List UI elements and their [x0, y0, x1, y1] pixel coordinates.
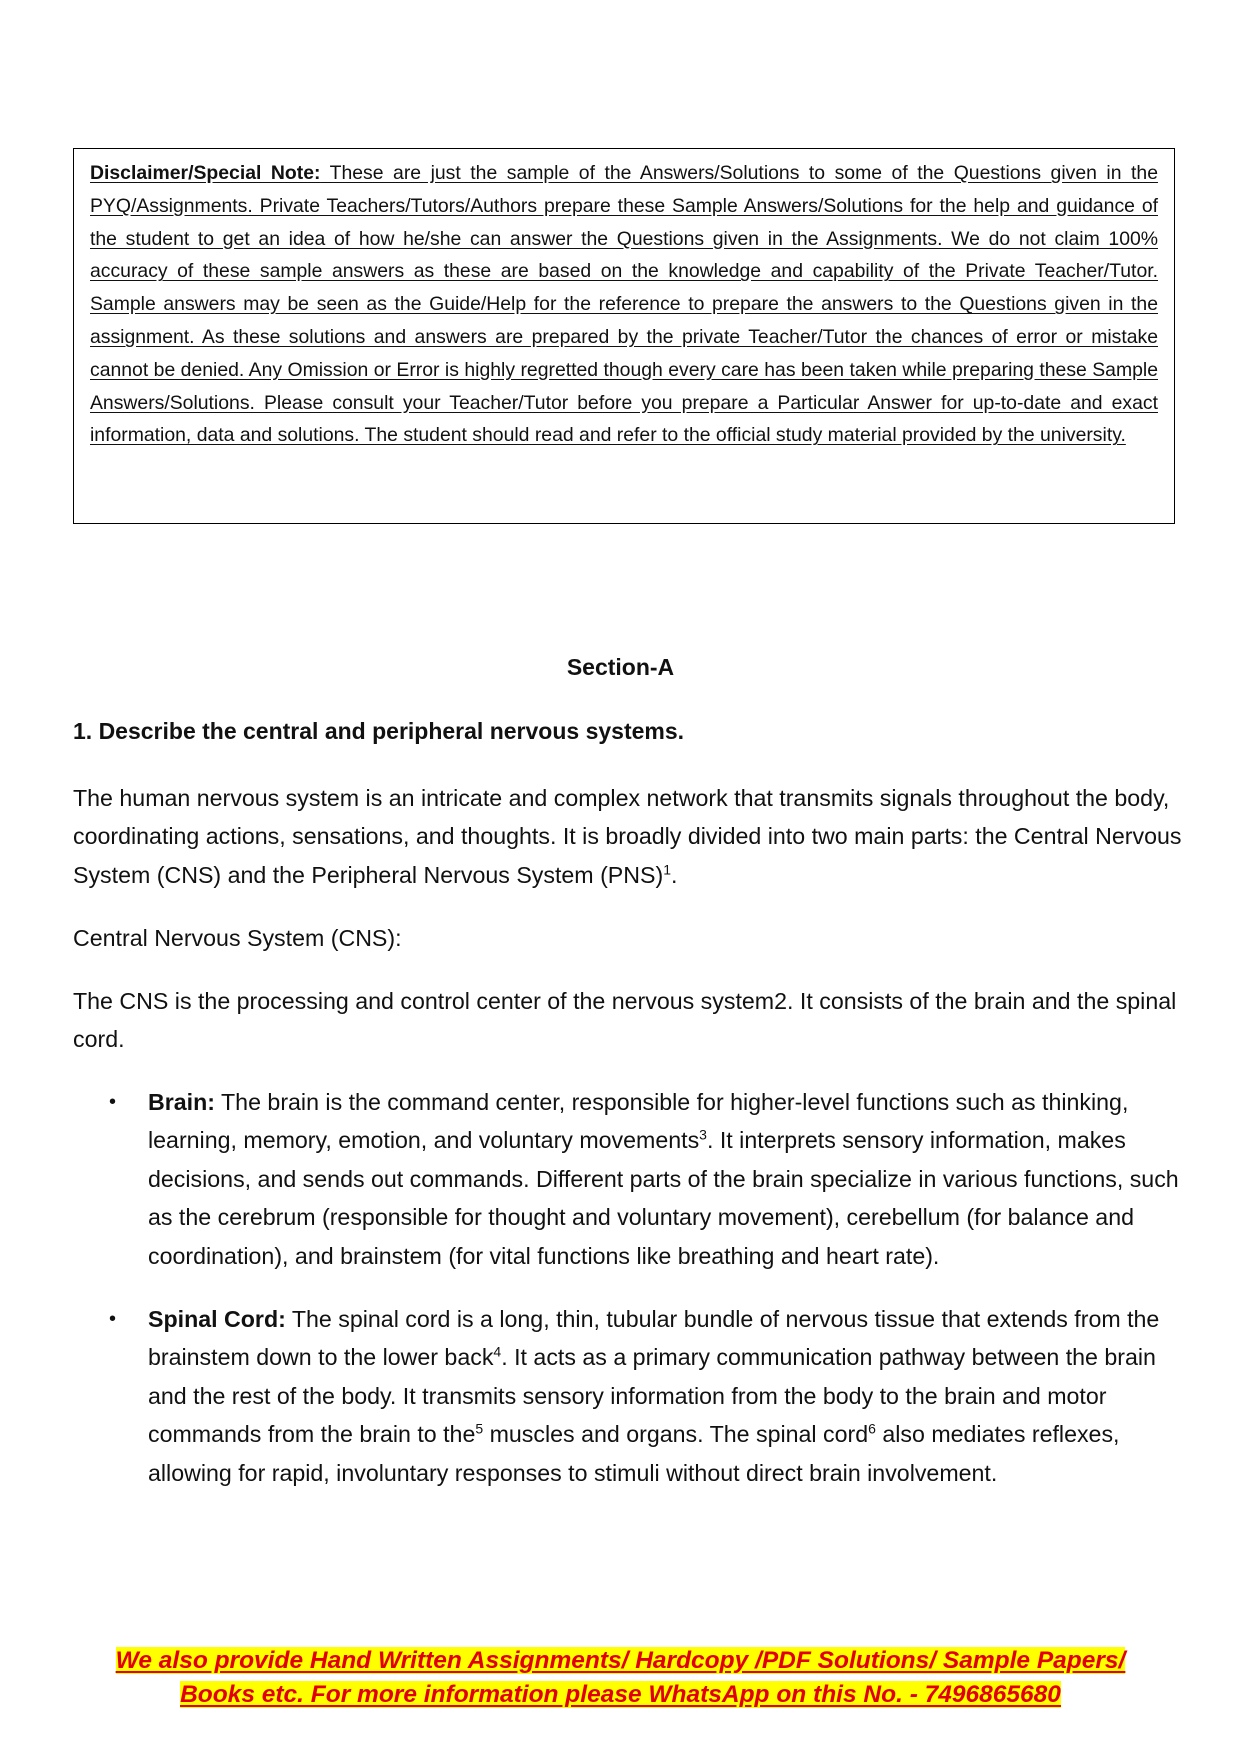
- spinal-text-a: The spinal cord is a long, thin, tubular bundle of nervous tissue that extends from the brainstem down to the lower back: [148, 1306, 1160, 1371]
- promo-banner: [0, 1644, 1241, 1712]
- disclaimer-box: [73, 148, 1175, 524]
- section-title: Section-A: [566, 654, 675, 680]
- list-item-brain: [73, 1083, 1183, 1275]
- term-spinal-cord: Spinal Cord:: [148, 1306, 286, 1333]
- footnote-ref: 3: [699, 1126, 707, 1143]
- list-item-spinal-cord: [73, 1300, 1183, 1492]
- intro-text: The human nervous system is an intricate and complex network that transmits signals throughout the body, coordinating actions, sensations, and thoughts. It is broadly divided into two main parts: the Central Nervous System (CNS) and the Peripheral Nervous System (PNS): [73, 785, 1182, 888]
- bullet-dot: •: [109, 1091, 117, 1113]
- intro-paragraph: [73, 779, 1183, 894]
- disclaimer-text: These are just the sample of the Answers/Solutions to some of the Questions given in the PYQ/Assignments. Private Teachers/Tutors/Authors prepare these Sample Answers/Solutions for the help and guidance of the student to get an idea of how he/she can answer the Questions given in the Assignments. We do not claim 100% accuracy of these sample answers as these are based on the knowledge and capability of the Private Teacher/Tutor. Sample answers may be seen as the Guide/Help for the reference to prepare the answers to the Questions given in the assignment. As these solutions and answers are prepared by the private Teacher/Tutor the chances of error or mistake cannot be denied. Any Omission or Error is highly regretted though every care has been taken while preparing these Sample Answers/Solutions. Please consult your Teacher/Tutor before you prepare a Particular Answer for up-to-date and exact information, data and solutions. The student should read and refer to the official study material provided by the university.: [90, 162, 1158, 447]
- bullet-list: [73, 1083, 1183, 1517]
- brain-text-b: . It interprets sensory information, makes decisions, and sends out commands. Different parts of the brain specialize in various functions, such as the cerebrum (responsible for thought and voluntary movement), cerebellum (for balance and coordination), and brainstem (for vital functions like breathing and heart rate).: [148, 1127, 1179, 1269]
- cns-paragraph: The CNS is the processing and control center of the nervous system2. It consists of the brain and the spinal cord.: [73, 988, 1177, 1053]
- footnote-ref: 1: [663, 861, 671, 878]
- brain-text-a: The brain is the command center, responsible for higher-level functions such as thinking, learning, memory, emotion, and voluntary movements: [148, 1089, 1129, 1154]
- bullet-dot: •: [109, 1308, 117, 1331]
- spinal-text-d: also mediates reflexes, allowing for rapid, involuntary responses to stimuli without direct brain involvement.: [148, 1421, 1120, 1486]
- spinal-text-c: muscles and organs. The spinal cord: [483, 1421, 869, 1448]
- term-brain: Brain:: [148, 1089, 215, 1115]
- footnote-ref: 5: [475, 1420, 484, 1437]
- cns-heading: Central Nervous System (CNS):: [73, 925, 402, 951]
- promo-line-1: We also provide Hand Written Assignments/ Hardcopy /PDF Solutions/ Sample Papers/: [115, 1647, 1126, 1674]
- disclaimer-label: Disclaimer/Special Note:: [90, 162, 321, 184]
- question-heading: 1. Describe the central and peripheral nervous systems.: [73, 718, 685, 744]
- spinal-text-b: . It acts as a primary communication pathway between the brain and the rest of the body. It transmits sensory information from the body to the brain and motor commands from the brain to the: [148, 1344, 1156, 1448]
- footnote-ref: 6: [868, 1420, 876, 1437]
- intro-end: .: [670, 861, 678, 888]
- promo-line-2: Books etc. For more information please WhatsApp on this No. - 7496865680: [180, 1681, 1061, 1708]
- footnote-ref: 4: [493, 1343, 502, 1360]
